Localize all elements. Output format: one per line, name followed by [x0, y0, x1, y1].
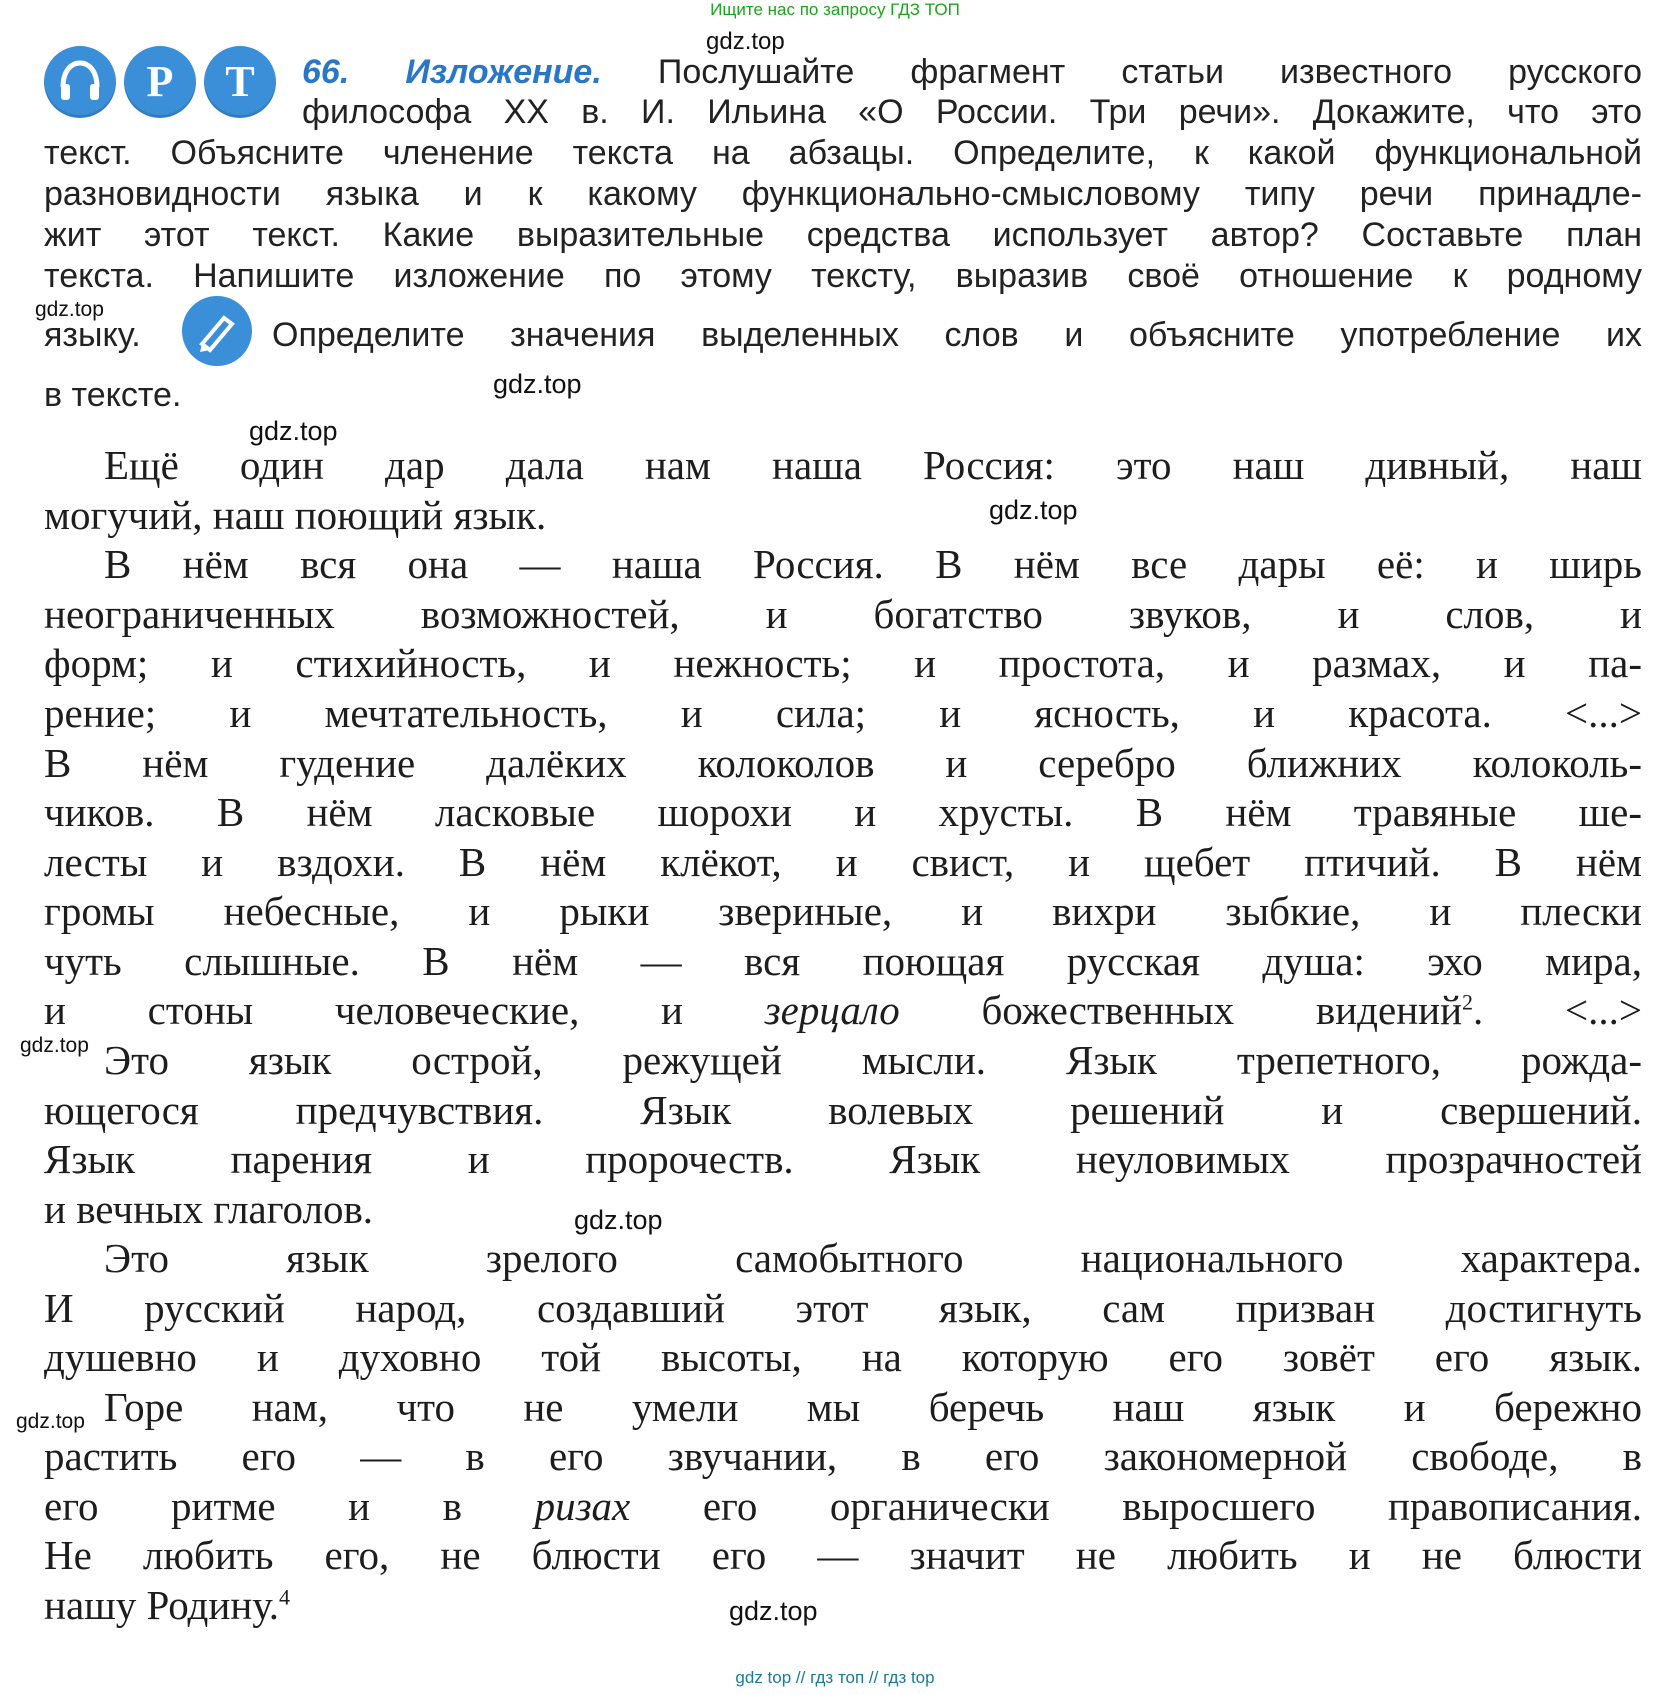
text-line-9: лесты и вздохи. В нём клёкот, и свист, и щебет птичий. В нём	[44, 839, 1642, 885]
header-note: Ищите нас по запросу ГДЗ ТОП	[710, 0, 960, 19]
text-line-12-b: божественных видений	[899, 987, 1463, 1033]
text-line-24-a: нашу Родину.	[44, 1582, 279, 1628]
text-line-21: растить его — в его звучании, в его закономерной свободе, в	[44, 1433, 1642, 1479]
text-line-13: Это язык острой, режущей мысли. Язык трепетного, рожда-	[104, 1037, 1642, 1083]
listening-badge	[44, 46, 116, 118]
task-line-7-start: языку.	[44, 316, 141, 354]
text-line-6: рение; и мечтательность, и сила; и ясность, и красота. <...>	[44, 690, 1642, 736]
task-line-6: текста. Напишите изложение по этому тексту, выразив своё отношение к родному	[44, 257, 1642, 295]
footnote-2: 2	[1462, 989, 1474, 1015]
text-line-16: и вечных глаголов.	[44, 1186, 374, 1232]
watermark: gdz.top	[706, 28, 785, 55]
reading-badge	[124, 46, 196, 118]
text-line-22	[44, 1482, 1642, 1532]
task-line-1-text: Послушайте фрагмент статьи известного русского	[657, 53, 1642, 91]
watermark: gdz.top	[574, 1205, 663, 1235]
text-line-1: Ещё один дар дала нам наша Россия: это наш дивный, наш	[104, 442, 1642, 488]
text-line-2: могучий, наш поющий язык.	[44, 492, 547, 538]
footnote-4: 4	[278, 1584, 290, 1610]
text-line-3: В нём вся она — наша Россия. В нём все дары её: и ширь	[104, 541, 1642, 587]
text-line-7: В нём гудение далёких колоколов и серебро ближних колоколь-	[44, 740, 1642, 786]
text-line-12-c: . <...>	[1473, 987, 1642, 1033]
badge-letter-t: Т	[225, 57, 255, 106]
text-line-8: чиков. В нём ласковые шорохи и хрусты. В нём травяные ше-	[44, 789, 1642, 835]
task-line-3: текст. Объясните членение текста на абзацы. Определите, к какой функциональной	[44, 134, 1642, 172]
highlighted-word-rizakh: ризах	[534, 1483, 631, 1529]
badge-letter-r: Р	[146, 57, 174, 106]
text-line-22-a: его ритме и в	[44, 1483, 535, 1529]
text-line-14: ющегося предчувствия. Язык волевых решений и свершений.	[44, 1087, 1642, 1133]
text-line-11: чуть слышные. В нём — вся поющая русская душа: эхо мира,	[44, 938, 1642, 984]
text-line-19: душевно и духовно той высоты, на которую его зовёт его язык.	[44, 1334, 1642, 1380]
pencil-badge	[182, 296, 252, 366]
text-line-12-a: и стоны человеческие, и	[44, 987, 765, 1033]
text-line-5: форм; и стихийность, и нежность; и простота, и размах, и па-	[44, 640, 1642, 686]
watermark: gdz.top	[493, 369, 582, 399]
text-line-20: Горе нам, что не умели мы беречь наш язык и бережно	[104, 1384, 1642, 1430]
text-line-17: Это язык зрелого самобытного национального характера.	[104, 1235, 1642, 1281]
watermark: gdz.top	[35, 298, 104, 321]
pencil-icon	[194, 308, 240, 354]
task-line-8: в тексте.	[44, 376, 182, 414]
watermark: gdz.top	[989, 495, 1078, 525]
text-line-12	[44, 986, 1642, 1036]
task-line-1	[302, 52, 1642, 93]
footer-note: gdz top // гдз топ // гдз top	[735, 1668, 935, 1687]
text-badge	[204, 46, 276, 118]
text-line-24	[44, 1581, 1642, 1631]
text-line-10: громы небесные, и рыки звериные, и вихри зыбкие, и плески	[44, 888, 1642, 934]
task-line-2: философа XX в. И. Ильина «О России. Три речи». Докажите, что это	[302, 93, 1642, 131]
task-line-7-end: Определите значения выделенных слов и объясните употребление их	[272, 316, 1642, 354]
task-line-4: разновидности языка и к какому функционально-смысловому типу речи принадле-	[44, 175, 1642, 213]
highlighted-word-zertsalo: зерцало	[764, 987, 900, 1033]
headphones-icon	[55, 57, 105, 107]
watermark: gdz.top	[729, 1596, 818, 1626]
text-line-4: неограниченных возможностей, и богатство звуков, и слов, и	[44, 591, 1642, 637]
task-number: 66. Изложение.	[302, 53, 602, 91]
text-line-23: Не любить его, не блюсти его — значит не любить и не блюсти	[44, 1532, 1642, 1578]
task-line-5: жит этот текст. Какие выразительные средства использует автор? Составьте план	[44, 216, 1642, 254]
watermark: gdz.top	[249, 416, 338, 446]
watermark: gdz.top	[20, 1034, 89, 1057]
text-line-22-b: его органически выросшего правописания.	[630, 1483, 1642, 1529]
text-line-15: Язык парения и пророчеств. Язык неуловимых прозрачностей	[44, 1136, 1642, 1182]
watermark: gdz.top	[16, 1410, 85, 1433]
text-line-18: И русский народ, создавший этот язык, сам призван достигнуть	[44, 1285, 1642, 1331]
